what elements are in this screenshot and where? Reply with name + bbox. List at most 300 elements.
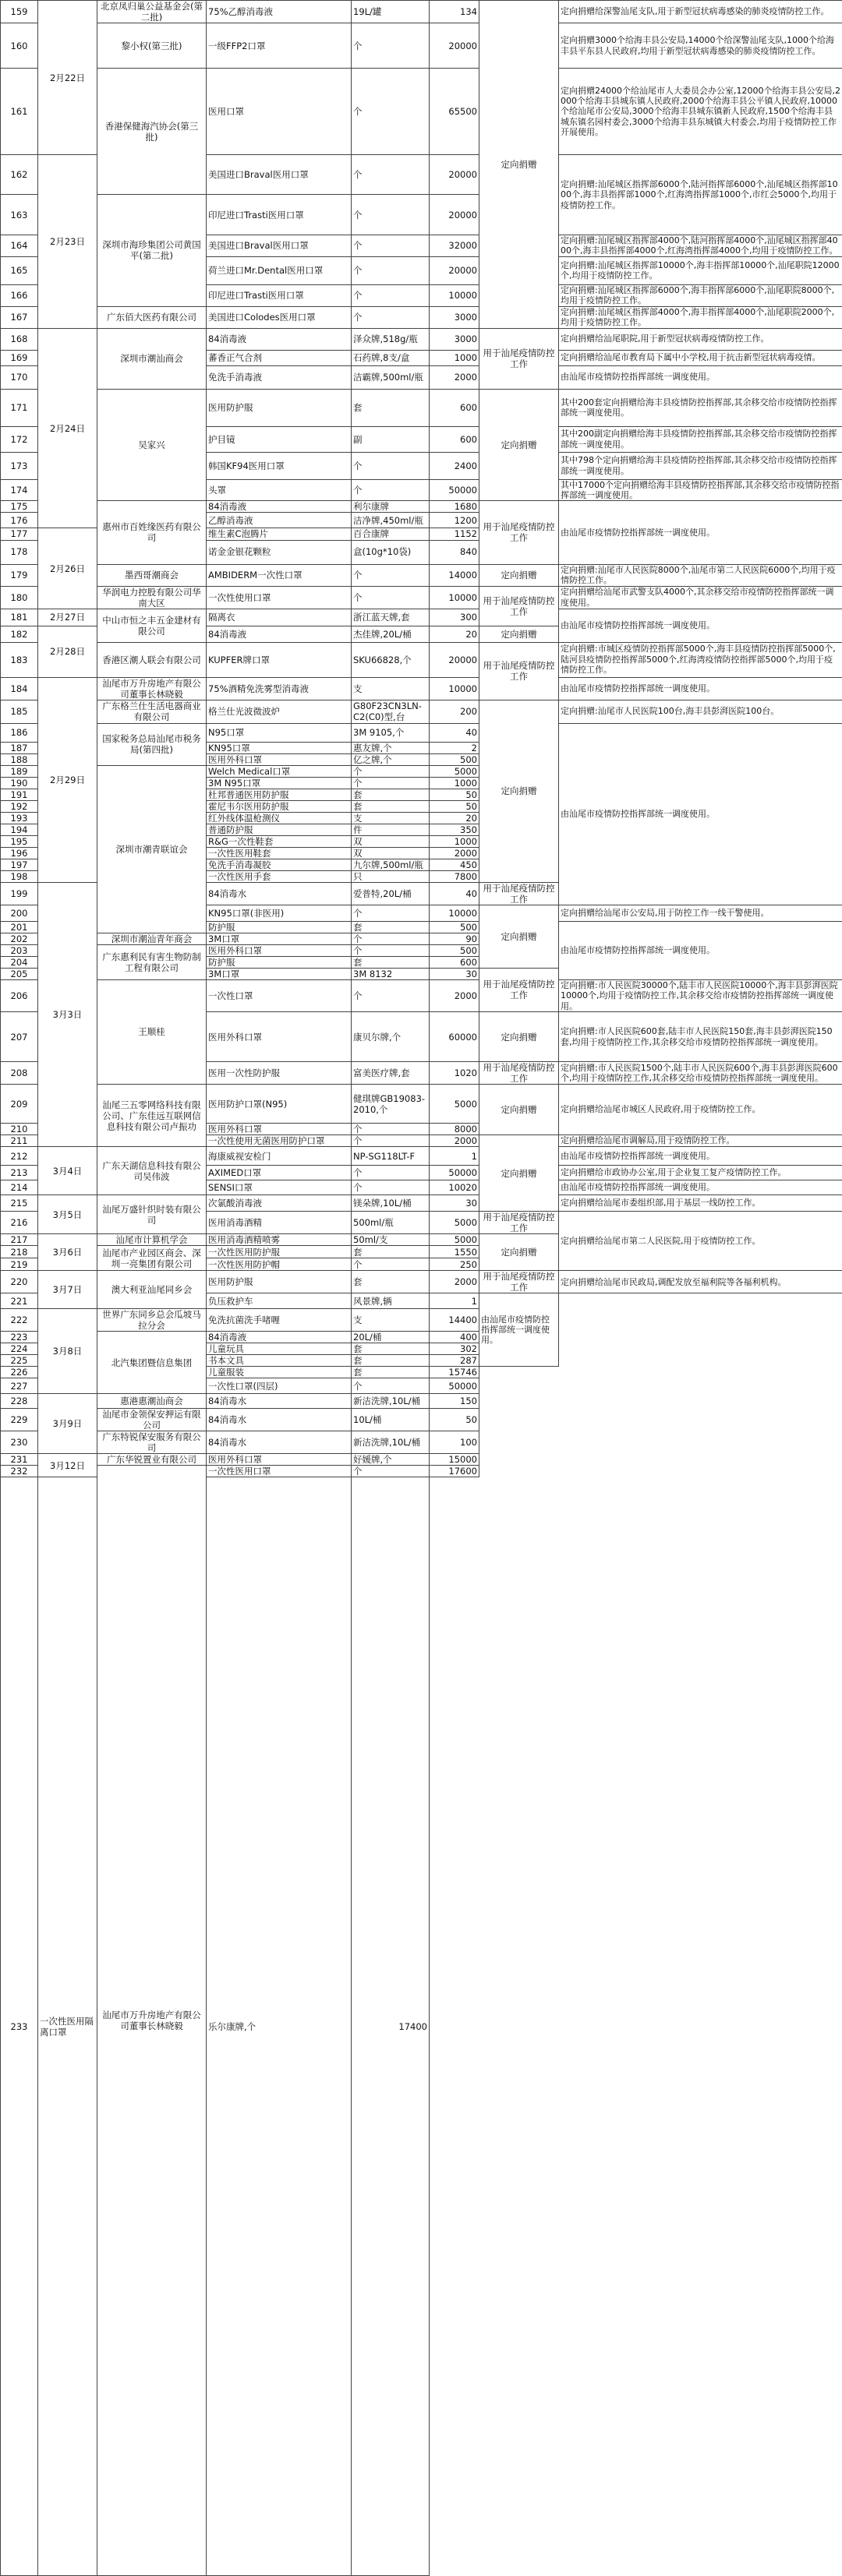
item-name: 医用口罩 [207, 69, 352, 155]
item-name: 医用消毒酒精 [207, 1212, 352, 1234]
item-name: 医用外科口罩 [207, 753, 352, 765]
donor-name: 汕尾市产业园区商会、深圳一亮集团有限公司 [97, 1246, 207, 1271]
donation-purpose: 定向捐赠 [479, 1234, 559, 1271]
item-spec: 好媛牌,个 [352, 1454, 430, 1466]
item-name: 格兰仕光波微波炉 [207, 700, 352, 723]
item-quantity: 600 [430, 389, 479, 426]
item-spec: 500ml/瓶 [352, 1212, 430, 1234]
item-quantity: 134 [430, 1, 479, 23]
item-spec: 个 [352, 235, 430, 257]
item-name: 一次性使用无菌医用防护口罩 [207, 1135, 352, 1147]
item-spec: 套 [352, 1246, 430, 1258]
item-spec: 个 [352, 933, 430, 944]
item-quantity: 10000 [430, 905, 479, 921]
item-spec: 3M 9105,个 [352, 723, 430, 742]
item-spec: 个 [352, 1124, 430, 1135]
item-name: 诺金金银花颗粒 [207, 540, 352, 564]
table-row [1, 1431, 842, 1454]
donation-date: 3月7日 [38, 1271, 97, 1309]
item-name: 医用消毒酒精喷雾 [207, 1234, 352, 1246]
row-number: 169 [1, 350, 38, 365]
row-number: 221 [1, 1293, 38, 1309]
item-name: 儿童玩具 [207, 1343, 352, 1355]
item-quantity: 2000 [430, 979, 479, 1011]
table-row [1, 389, 842, 426]
item-quantity: 32000 [430, 235, 479, 257]
distribution-note: 定向捐赠给深警汕尾支队,用于新型冠状病毒感染的肺炎疫情防控工作。 [559, 1, 842, 23]
item-spec: 个 [352, 1466, 430, 1477]
item-quantity: 17600 [430, 1466, 479, 1477]
table-row [1, 677, 842, 700]
item-quantity: 15746 [430, 1367, 479, 1378]
item-spec: 套 [352, 921, 430, 933]
item-name: 负压救护车 [207, 1293, 352, 1309]
donation-date: 2月27日 [38, 609, 97, 626]
item-quantity: 250 [430, 1258, 479, 1271]
donation-date: 3月6日 [38, 1234, 97, 1271]
table-row [1, 1454, 842, 1466]
item-quantity: 2000 [430, 847, 479, 859]
item-spec: 个 [352, 765, 430, 777]
row-number: 165 [1, 256, 38, 284]
item-spec: 件 [352, 824, 430, 835]
item-quantity: 5000 [430, 1234, 479, 1246]
item-spec: 个 [352, 1166, 430, 1180]
table-row [1, 1, 842, 23]
distribution-note: 定向捐赠:市人民医院30000个,陆丰市人民医院10000个,海丰县彭湃医院10000个,均用于疫情防控工作,其余移交给市疫情防控指挥部统一调度使用。 [559, 979, 842, 1011]
item-quantity: 1000 [430, 350, 479, 365]
distribution-note: 其中17000个定向捐赠给海丰县疫情防控指挥部,其余移交给市疫情防控指挥部统一调度使用。 [559, 479, 842, 501]
row-number: 222 [1, 1309, 38, 1332]
row-number: 227 [1, 1378, 38, 1394]
table-row [1, 1466, 842, 1477]
table-row [1, 1085, 842, 1124]
row-number: 168 [1, 328, 38, 350]
item-spec: 套 [352, 1367, 430, 1378]
item-name: 普通防护服 [207, 824, 352, 835]
donation-purpose: 用于汕尾疫情防控工作 [479, 968, 559, 1011]
distribution-note: 其中200套定向捐赠给海丰县疫情防控指挥部,其余移交给市疫情防控指挥部统一调度使用。 [559, 389, 842, 426]
row-number: 199 [1, 882, 38, 905]
item-name: 84消毒水 [207, 1409, 352, 1431]
item-spec: 富美医疗牌,套 [352, 1062, 430, 1085]
item-name: 一次性使用口罩 [207, 586, 352, 609]
item-name: 书本文具 [207, 1355, 352, 1367]
row-number: 180 [1, 586, 38, 609]
item-quantity: 20 [430, 626, 479, 642]
row-number: 226 [1, 1367, 38, 1378]
item-quantity: 65500 [430, 69, 479, 155]
distribution-note: 定向捐赠:汕尾城区指挥部4000个,海丰指挥部4000个,汕尾职院2000个,均用于疫情防控工作。 [559, 306, 842, 328]
item-name: 霍尼韦尔医用防护服 [207, 800, 352, 812]
row-number: 205 [1, 968, 38, 979]
item-spec: 新洁洗牌,10L/桶 [352, 1394, 430, 1409]
item-quantity: 3000 [430, 306, 479, 328]
item-name: 84消毒液 [207, 501, 352, 513]
item-name: 免洗抗菌洗手啫喱 [207, 1309, 352, 1332]
item-spec: 利尔康牌 [352, 501, 430, 513]
row-number: 233 [1, 1477, 38, 2576]
item-quantity: 20000 [430, 23, 479, 69]
donor-name: 中山市恒之丰五金建材有限公司 [97, 609, 207, 642]
item-name: 次氯酸消毒液 [207, 1195, 352, 1212]
item-name: 维生素C泡腾片 [207, 528, 352, 540]
item-spec: 双 [352, 847, 430, 859]
item-name: 一次性医用防护帽 [207, 1258, 352, 1271]
row-number: 196 [1, 847, 38, 859]
table-row [1, 1409, 842, 1431]
item-name: 韩国KF94医用口罩 [207, 452, 352, 479]
item-quantity: 450 [430, 859, 479, 870]
distribution-note: 定向捐赠:汕尾城区指挥部6000个,陆河指挥部6000个,汕尾城区指挥部1000个,海丰县指挥部1000个,红海湾指挥部1000个,市红会5000个,均用于疫情防控工作。 [559, 155, 842, 235]
donation-purpose: 用于汕尾疫情防控工作 [479, 642, 559, 700]
row-number: 229 [1, 1409, 38, 1431]
item-name: 免洗手消毒凝胶 [207, 859, 352, 870]
item-quantity: 1000 [430, 835, 479, 847]
row-number: 232 [1, 1466, 38, 1477]
item-spec: 爱普特,20L/桶 [352, 882, 430, 905]
distribution-note: 由汕尾市疫情防控指挥部统一调度使用。 [559, 501, 842, 564]
row-number: 175 [1, 501, 38, 513]
item-quantity: 30 [430, 1195, 479, 1212]
distribution-note: 由汕尾市疫情防控指挥部统一调度使用。 [559, 609, 842, 642]
item-name: 儿童服装 [207, 1367, 352, 1378]
item-spec: 个 [352, 1135, 430, 1147]
item-quantity: 302 [430, 1343, 479, 1355]
item-quantity: 2 [430, 742, 479, 753]
row-number: 197 [1, 859, 38, 870]
row-number: 214 [1, 1180, 38, 1195]
donation-date: 3月3日 [38, 882, 97, 1146]
donation-purpose: 用于汕尾疫情防控工作 [479, 328, 559, 389]
item-quantity: 30 [430, 968, 479, 979]
table-row [1, 1394, 842, 1409]
row-number: 215 [1, 1195, 38, 1212]
row-number: 217 [1, 1234, 38, 1246]
item-name: 美国进口Braval医用口罩 [207, 235, 352, 257]
item-quantity: 15000 [430, 1454, 479, 1466]
item-quantity: 17400 [352, 1477, 430, 2576]
donor-name: 国家税务总局汕尾市税务局(第四批) [97, 723, 207, 765]
item-quantity: 600 [430, 956, 479, 968]
item-name: 乙醇消毒液 [207, 513, 352, 528]
donor-name: 广东惠利民有害生物防制工程有限公司 [97, 944, 207, 979]
item-name: 医用外科口罩 [207, 944, 352, 956]
item-spec: 康贝尔牌,个 [352, 1012, 430, 1062]
row-number: 164 [1, 235, 38, 257]
item-quantity: 14400 [430, 1309, 479, 1332]
row-number: 177 [1, 528, 38, 540]
row-number: 201 [1, 921, 38, 933]
item-spec: 副 [352, 426, 430, 452]
row-number: 187 [1, 742, 38, 753]
donation-purpose: 定向捐赠 [479, 626, 559, 642]
distribution-note: 定向捐赠给汕尾市调解局,用于疫情防控工作。 [559, 1135, 842, 1147]
item-spec: 健琪牌GB19083-2010,个 [352, 1085, 430, 1124]
row-number: 183 [1, 642, 38, 677]
item-spec: 支 [352, 812, 430, 824]
item-quantity: 287 [430, 1355, 479, 1367]
row-number: 173 [1, 452, 38, 479]
item-spec: 个 [352, 944, 430, 956]
item-name: 蕃香正气合剂 [207, 350, 352, 365]
item-quantity: 2000 [430, 365, 479, 389]
table-row [1, 564, 842, 586]
item-name: 海康威视安检门 [207, 1147, 352, 1166]
donation-purpose: 定向捐赠 [479, 1012, 559, 1062]
item-spec: 个 [352, 564, 430, 586]
item-quantity: 20000 [430, 155, 479, 195]
donation-purpose: 定向捐赠 [479, 1085, 559, 1135]
item-name: 84消毒液 [207, 328, 352, 350]
row-number: 195 [1, 835, 38, 847]
row-number: 176 [1, 513, 38, 528]
row-number: 192 [1, 800, 38, 812]
row-number: 171 [1, 389, 38, 426]
distribution-note: 由汕尾市疫情防控指挥部统一调度使用。 [559, 723, 842, 905]
distribution-note: 由汕尾市疫情防控指挥部统一调度使用。 [479, 1293, 559, 1367]
table-row [1, 328, 842, 350]
row-number: 208 [1, 1062, 38, 1085]
item-quantity: 1680 [430, 501, 479, 513]
item-spec: 只 [352, 870, 430, 882]
item-quantity: 20000 [430, 642, 479, 677]
item-quantity: 2000 [430, 1271, 479, 1293]
item-quantity: 400 [430, 1332, 479, 1343]
item-quantity: 5000 [430, 765, 479, 777]
item-name: 医用外科口罩 [207, 1012, 352, 1062]
item-name: 医用外科口罩 [207, 1124, 352, 1135]
item-quantity: 1020 [430, 1062, 479, 1085]
table-row [1, 501, 842, 513]
row-number: 224 [1, 1343, 38, 1355]
row-number: 203 [1, 944, 38, 956]
item-name: 杜邦普通医用防护服 [207, 789, 352, 800]
donation-purpose: 用于汕尾疫情防控工作 [479, 1062, 559, 1085]
item-spec: NP-SG118LT-F [352, 1147, 430, 1166]
table-row [1, 609, 842, 626]
donation-date: 2月26日 [38, 528, 97, 609]
item-spec: SKU66828,个 [352, 642, 430, 677]
item-name: 一次性口罩(四层) [207, 1378, 352, 1394]
row-number: 202 [1, 933, 38, 944]
distribution-note: 定向捐赠给汕尾市城区人民政府,用于疫情防控工作。 [559, 1085, 842, 1135]
donor-name: 汕尾三五零网络科技有限公司、广东佳远互联网信息科技有限公司卢振功 [97, 1085, 207, 1147]
donor-name: 深圳市潮汕商会 [97, 328, 207, 389]
item-spec: 个 [352, 155, 430, 195]
table-row [1, 1332, 842, 1343]
item-spec: 九尔牌,500ml/瓶 [352, 859, 430, 870]
donor-name: 澳大利亚汕尾同乡会 [97, 1271, 207, 1309]
item-quantity: 1 [430, 1293, 479, 1309]
row-number: 181 [1, 609, 38, 626]
item-name: AMBIDERM一次性口罩 [207, 564, 352, 586]
row-number: 174 [1, 479, 38, 501]
item-quantity: 150 [430, 1394, 479, 1409]
item-quantity: 1200 [430, 513, 479, 528]
row-number: 184 [1, 677, 38, 700]
item-quantity: 1000 [430, 777, 479, 789]
distribution-note: 定向捐赠:市人民医院1500个,陆丰市人民医院600个,海丰县彭湃医院600个,均用于疫情防控工作,其余移交给市疫情防控指挥部统一调度使用。 [559, 1062, 842, 1085]
item-quantity: 50000 [430, 1166, 479, 1180]
row-number: 185 [1, 700, 38, 723]
row-number: 172 [1, 426, 38, 452]
item-name: 3M口罩 [207, 968, 352, 979]
item-spec: 石药牌,8支/盒 [352, 350, 430, 365]
item-name: 头罩 [207, 479, 352, 501]
row-number: 159 [1, 1, 38, 23]
item-spec: 个 [352, 586, 430, 609]
item-name: 一次性医用防护服 [207, 1246, 352, 1258]
item-name: 美国进口Braval医用口罩 [207, 155, 352, 195]
donor-name: 王顺桂 [97, 979, 207, 1084]
item-name: 医用外科口罩 [207, 1454, 352, 1466]
item-name: 隔离衣 [207, 609, 352, 626]
item-name: 红外线体温枪测仪 [207, 812, 352, 824]
donor-name: 惠港惠潮汕商会 [97, 1394, 207, 1409]
item-name: R&G一次性鞋套 [207, 835, 352, 847]
item-spec: 泽众牌,518g/瓶 [352, 328, 430, 350]
donation-date: 2月28日 [38, 626, 97, 677]
item-name: 84消毒液 [207, 1332, 352, 1343]
distribution-note: 定向捐赠给汕尾市委组织部,用于基层一线防控工作。 [559, 1195, 842, 1212]
item-quantity: 10000 [430, 586, 479, 609]
donor-name: 汕尾市万升房地产有限公司董事长林晓毅 [97, 1466, 207, 2576]
donation-date: 3月5日 [38, 1195, 97, 1234]
table-row [1, 586, 842, 609]
item-quantity: 350 [430, 824, 479, 835]
row-number: 204 [1, 956, 38, 968]
item-quantity: 8000 [430, 1124, 479, 1135]
row-number: 210 [1, 1124, 38, 1135]
item-spec: 乐尔康牌,个 [207, 1477, 352, 2576]
item-spec: 个 [352, 777, 430, 789]
table-row [1, 642, 842, 677]
item-quantity: 14000 [430, 564, 479, 586]
distribution-note: 由汕尾市疫情防控指挥部统一调度使用。 [559, 677, 842, 700]
item-quantity: 300 [430, 609, 479, 626]
distribution-note: 定向捐赠给汕尾市武警支队4000个,其余移交给市疫情防控指挥部统一调度使用。 [559, 586, 842, 609]
donor-name: 广东华锐置业有限公司 [97, 1454, 207, 1466]
donation-purpose: 用于汕尾疫情防控工作 [479, 882, 559, 905]
item-spec: 个 [352, 452, 430, 479]
item-quantity: 200 [430, 700, 479, 723]
distribution-note: 定向捐赠:汕尾城区指挥部6000个,海丰指挥部6000个,汕尾职院8000个,均用于疫情防控工作。 [559, 284, 842, 306]
item-spec: 支 [352, 1309, 430, 1332]
distribution-note: 定向捐赠给汕尾市民政局,调配发放至福利院等各福利机构。 [559, 1271, 842, 1293]
table-row [1, 1309, 842, 1332]
donation-purpose: 定向捐赠 [479, 564, 559, 586]
item-quantity: 1550 [430, 1246, 479, 1258]
item-quantity: 50000 [430, 479, 479, 501]
item-name: 防护服 [207, 921, 352, 933]
donation-purpose: 定向捐赠 [479, 1135, 559, 1212]
row-number: 230 [1, 1431, 38, 1454]
distribution-note: 定向捐赠给汕尾市第二人民医院,用于疫情防控工作。 [559, 1212, 842, 1271]
item-name: 印尼进口Trasti医用口罩 [207, 284, 352, 306]
item-name: 护目镜 [207, 426, 352, 452]
distribution-note: 由汕尾市疫情防控指挥部统一调度使用。 [559, 365, 842, 389]
donor-name: 汕尾市计算机学会 [97, 1234, 207, 1246]
row-number: 160 [1, 23, 38, 69]
table-row [1, 979, 842, 1011]
item-name: 美国进口Colodes医用口罩 [207, 306, 352, 328]
item-quantity: 50 [430, 800, 479, 812]
item-spec: G80F23CN3LN-C2(C0)型,台 [352, 700, 430, 723]
item-quantity: 100 [430, 1431, 479, 1454]
distribution-note: 定向捐赠:汕尾市人民医院100台,海丰县彭湃医院100台。 [559, 700, 842, 723]
row-number: 212 [1, 1147, 38, 1166]
row-number: 198 [1, 870, 38, 882]
row-number: 213 [1, 1166, 38, 1180]
item-quantity: 500 [430, 944, 479, 956]
donor-name: 华润电力控股有限公司华南大区 [97, 586, 207, 609]
item-name: 84消毒水 [207, 882, 352, 905]
row-number: 225 [1, 1355, 38, 1367]
donor-name: 墨西哥潮商会 [97, 564, 207, 586]
item-quantity: 20 [430, 812, 479, 824]
donor-name: 深圳市海珍集团公司黄国平(第二批) [97, 195, 207, 307]
distribution-note: 定向捐赠:市人民医院600套,陆丰市人民医院150套,海丰县彭湃医院150套,均用于疫情防控工作,其余移交给市疫情防控指挥部统一调度使用。 [559, 1012, 842, 1062]
item-name: 医用防护服 [207, 1271, 352, 1293]
item-name: 一次性医用口罩 [207, 1466, 352, 1477]
table-row [1, 23, 842, 69]
item-spec: 10L/桶 [352, 1409, 430, 1431]
row-number: 186 [1, 723, 38, 742]
row-number: 220 [1, 1271, 38, 1293]
item-name: SENSI口罩 [207, 1180, 352, 1195]
distribution-note: 定向捐赠给市政协办公室,用于企业复工复产疫情防控工作。 [559, 1166, 842, 1180]
item-spec: 惠友牌,个 [352, 742, 430, 753]
distribution-note: 定向捐赠给汕尾市公安局,用于防控工作一线干警使用。 [559, 905, 842, 921]
item-spec: 杰佳牌,20L/桶 [352, 626, 430, 642]
table-row [1, 723, 842, 742]
item-spec: 个 [352, 69, 430, 155]
item-quantity: 10000 [430, 284, 479, 306]
item-spec: 个 [352, 905, 430, 921]
row-number: 188 [1, 753, 38, 765]
item-spec: 亿之牌,个 [352, 753, 430, 765]
donation-purpose: 用于汕尾疫情防控工作 [479, 1271, 559, 1293]
item-quantity: 840 [430, 540, 479, 564]
item-name: 3M N95口罩 [207, 777, 352, 789]
donation-date: 3月8日 [38, 1309, 97, 1394]
item-quantity: 90 [430, 933, 479, 944]
table-row [1, 1147, 842, 1166]
item-name: 医用防护服 [207, 389, 352, 426]
donor-name: 香港区潮人联会有限公司 [97, 642, 207, 677]
table-row [1, 1195, 842, 1212]
row-number: 162 [1, 155, 38, 195]
donation-purpose: 定向捐赠 [479, 700, 559, 882]
item-spec: 个 [352, 1378, 430, 1394]
donor-name: 广东格兰仕生活电器商业有限公司 [97, 700, 207, 723]
item-name: 84消毒水 [207, 1431, 352, 1454]
row-number: 189 [1, 765, 38, 777]
donor-name: 惠州市百姓缘医药有限公司 [97, 501, 207, 564]
distribution-note: 定向捐赠24000个给汕尾市人大委员会办公室,12000个给海丰县公安局,2000个给海丰县城东镇人民政府,2000个给海丰县公平镇人民政府,10000个给汕尾市公安局,3000个给海丰县城东镇新人民政府,1500个给海丰县城东镇名园村委会,3000个给海丰县东城镇大村委会,均用于疫情防控工作开展使用。 [559, 69, 842, 155]
item-spec: 套 [352, 956, 430, 968]
item-spec: 个 [352, 979, 430, 1011]
donation-purpose: 定向捐赠 [479, 905, 559, 968]
donation-date: 3月9日 [38, 1394, 97, 1454]
row-number: 209 [1, 1085, 38, 1124]
item-name: 医用一次性防护服 [207, 1062, 352, 1085]
donor-name: 世界广东同乡总会瓜坡马拉分会 [97, 1309, 207, 1332]
donation-purpose: 用于汕尾疫情防控工作 [479, 1212, 559, 1234]
donor-name: 香港保健海汽协会(第三批) [97, 69, 207, 195]
item-spec: 洁霸牌,500ml/瓶 [352, 365, 430, 389]
